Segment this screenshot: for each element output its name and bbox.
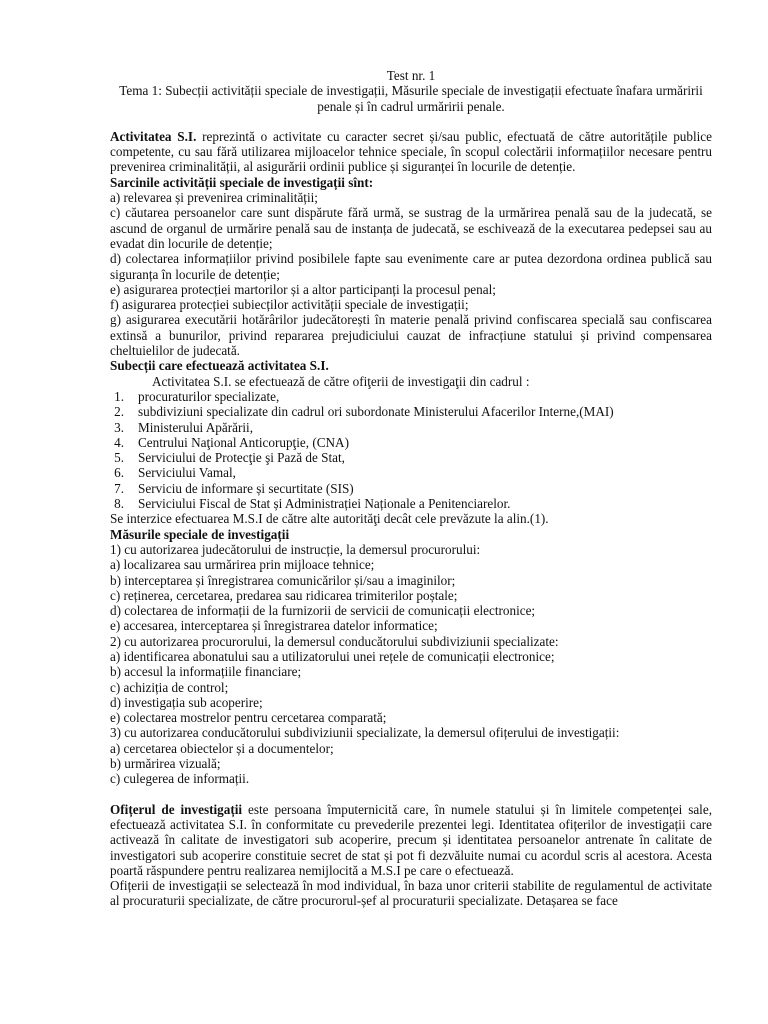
list-item: 1. procuraturilor specializate,	[114, 388, 280, 404]
measure-line: b) accesul la informațiile financiare;	[110, 664, 302, 680]
measures-list	[110, 542, 712, 787]
list-item: 6. Serviciului Vamal,	[114, 465, 236, 481]
theme-title: Tema 1: Subecții activității speciale de investigații, Măsurile speciale de investigații efectuate înafara urmăririi penale și în cadrul urmăririi penale.	[119, 83, 703, 114]
officer-selection: Ofițerii de investigații se selectează în mod individual, în baza unor criterii stabilite de regulamentul de activitate al procuraturii specializate, de către procurorul-șef al procuraturii specializate. Detașarea se face	[110, 878, 712, 909]
subjects-note: Se interzice efectuarea M.S.I de către alte autorităţi decât cele prevăzute la alin.(1).	[110, 511, 549, 527]
subjects-heading: Subecții care efectuează activitatea S.I.	[110, 358, 329, 374]
measure-line: a) localizarea sau urmărirea prin mijloace tehnice;	[110, 557, 375, 573]
measures-heading: Măsurile speciale de investigații	[110, 526, 290, 542]
test-title: Test nr. 1	[386, 68, 436, 83]
measure-line: 1) cu autorizarea judecătorului de instrucție, la demersul procurorului:	[110, 541, 481, 557]
measure-line: e) accesarea, interceptarea și înregistrarea datelor informatice;	[110, 618, 438, 634]
definition-term: Activitatea S.I.	[110, 128, 197, 144]
list-item: 8. Serviciului Fiscal de Stat și Administrației Naționale a Penitenciarelor.	[114, 496, 511, 512]
spacer	[110, 114, 712, 129]
subjects-intro: Activitatea S.I. se efectuează de către ofiţerii de investigaţii din cadrul :	[152, 373, 530, 389]
measure-line: b) urmărirea vizuală;	[110, 756, 221, 772]
measure-line: d) colectarea de informații de la furnizorii de servicii de comunicații electronice;	[110, 603, 536, 619]
tasks-list	[110, 190, 712, 358]
subjects-list	[110, 389, 712, 511]
measure-line: 3) cu autorizarea conducătorului subdiviziunii specializate, la demersul ofițerului de investigații:	[110, 725, 620, 741]
list-item: 4. Centrului Naţional Anticorupţie, (CNA)	[114, 434, 349, 450]
measure-line: a) cercetarea obiectelor și a documentelor;	[110, 740, 334, 756]
document-page	[110, 68, 712, 909]
definition-paragraph	[110, 129, 712, 175]
measure-line: c) achiziția de control;	[110, 679, 229, 695]
measure-line: e) colectarea mostrelor pentru cercetarea comparată;	[110, 710, 387, 726]
task-item: g) asigurarea executării hotărârilor judecătorești în materie penală privind confiscarea specială sau confiscarea extinsă a bunurilor, privind repararea prejudiciului cauzat de infracțiune statului și privind compensarea cheltuielilor de judecată.	[110, 312, 712, 359]
list-item: 7. Serviciu de informare și securtitate (SIS)	[114, 480, 354, 496]
list-item: 5. Serviciului de Protecţie şi Pază de Stat,	[114, 450, 345, 466]
officer-term: Ofițerul de investigații	[110, 801, 243, 817]
measure-line: c) culegerea de informații.	[110, 771, 250, 787]
officer-text: este persoana împuternicită care, în numele statului și în limitele competenței sale, efectuează activitatea S.I. în conformitate cu prevederile prezentei legi. Identitatea ofițerilor de investigații care activează în calitate de investigatori sub acoperire, precum și identitatea persoanelor antrenate în calitate de investigatori sub acoperire constituie secret de stat și pot fi dezvăluite numai cu acordul scris al acestora. Acesta poartă răspundere pentru realizarea nemijlocită a M.S.I pe care o efectuează.	[110, 801, 712, 878]
task-item: d) colectarea informațiilor privind posibilele fapte sau evenimente care ar putea dezordona ordinea publică sau siguranța în locurile de detenție;	[110, 251, 712, 282]
measure-line: d) investigația sub acoperire;	[110, 694, 263, 710]
list-item: 2. subdiviziuni specializate din cadrul ori subordonate Ministerului Afacerilor Interne,(MAI)	[114, 404, 614, 420]
task-item: f) asigurarea protecției subiecților activității speciale de investigații;	[110, 297, 469, 313]
measure-line: c) reținerea, cercetarea, predarea sau ridicarea trimiterilor poștale;	[110, 587, 458, 603]
officer-paragraph	[110, 802, 712, 878]
measure-line: 2) cu autorizarea procurorului, la demersul conducătorului subdiviziunii specializate:	[110, 633, 559, 649]
task-item: c) căutarea persoanelor care sunt dispărute fără urmă, se sustrag de la urmărirea penală sau de la judecată, se ascund de organul de urmărire penală sau de instanța de judecată, se eschivează de la executarea pedepsei sau au evadat din locurile de detenție;	[110, 205, 712, 251]
measure-line: b) interceptarea și înregistrarea comunicărilor și/sau a imaginilor;	[110, 572, 456, 588]
task-item: e) asigurarea protecției martorilor și a altor participanți la procesul penal;	[110, 281, 496, 297]
tasks-heading: Sarcinile activității speciale de investigații sînt:	[110, 174, 374, 190]
list-item: 3. Ministerului Apărării,	[114, 419, 254, 435]
task-item: a) relevarea și prevenirea criminalității;	[110, 190, 318, 206]
measure-line: a) identificarea abonatului sau a utilizatorului unei rețele de comunicații electronice;	[110, 648, 555, 664]
definition-text: reprezintă o activitate cu caracter secret și/sau public, efectuată de către autoritățile publice competente, cu sau fără utilizarea mijloacelor tehnice speciale, în scopul colectării informațiilor necesare pentru prevenirea criminalității, al asigurării ordinii publice și siguranței în locurile de detenție.	[110, 128, 713, 175]
spacer	[110, 787, 712, 802]
